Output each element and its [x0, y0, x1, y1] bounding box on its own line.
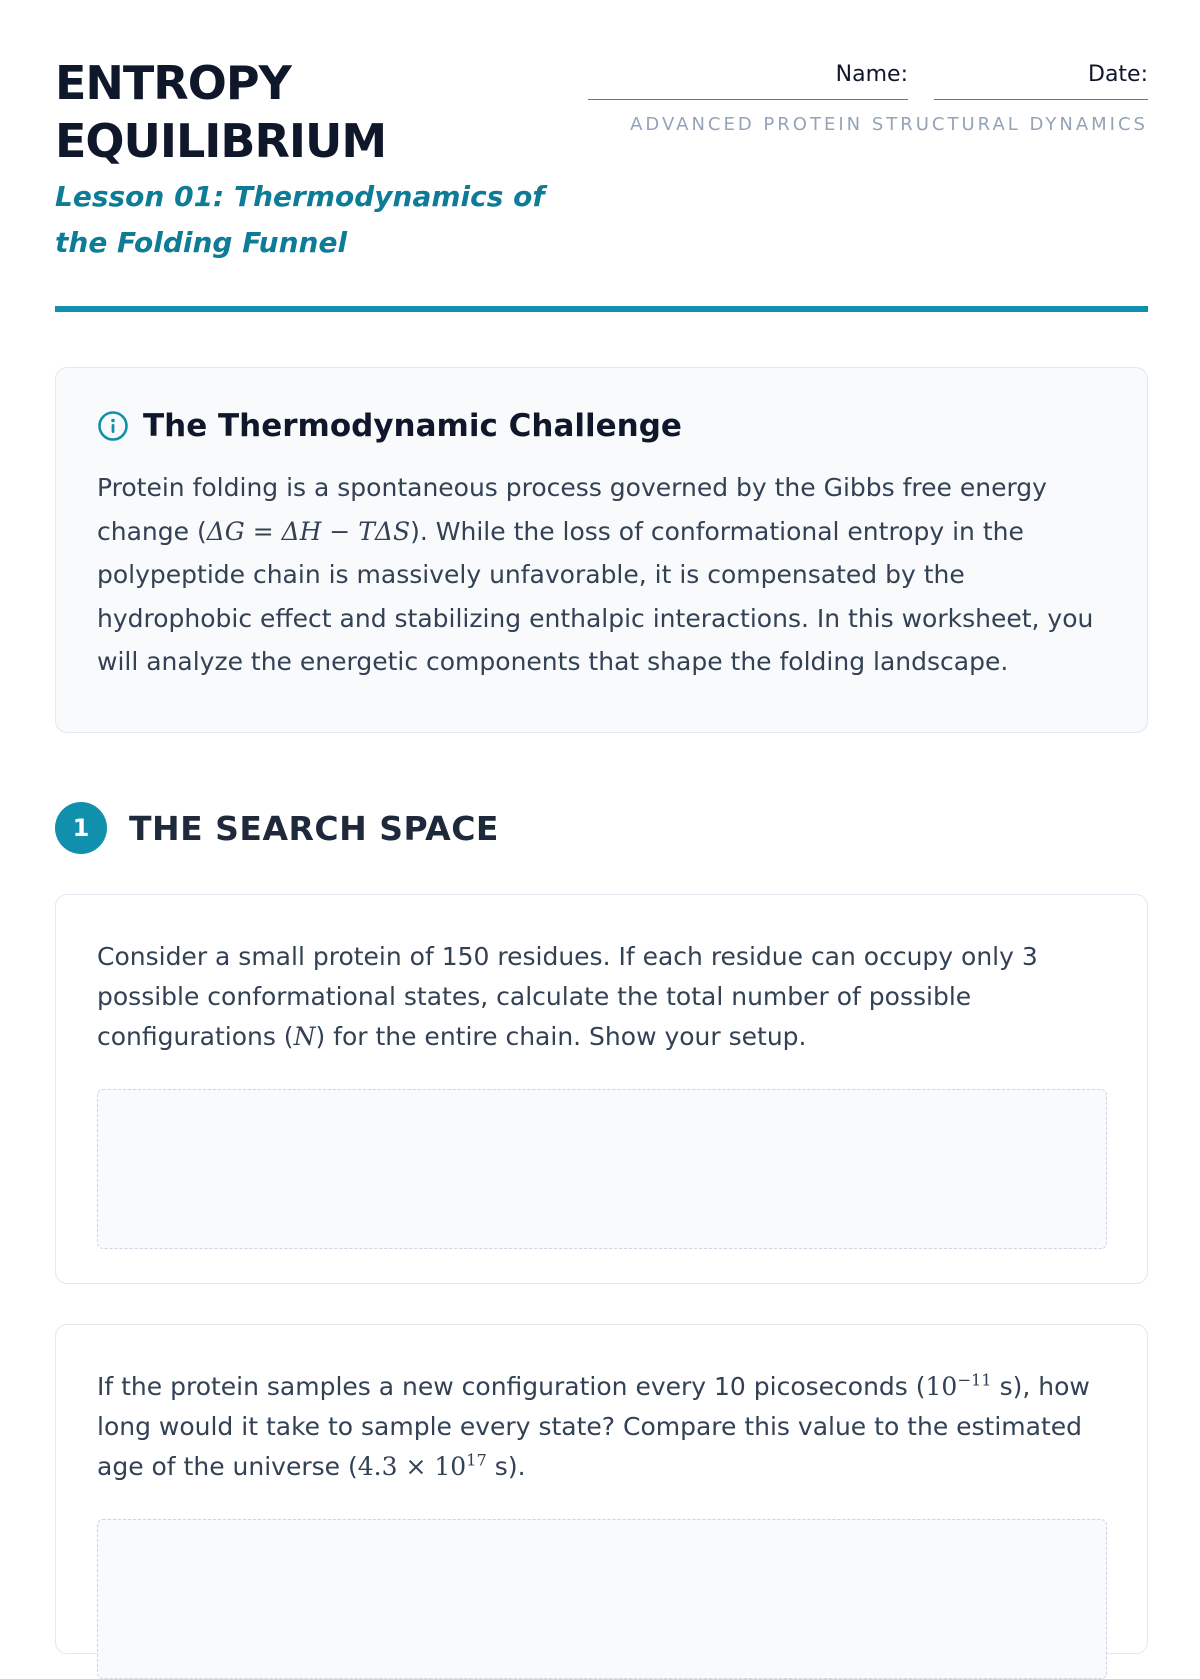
- q1-text-1: Consider a small protein of 150 residues. If each residue can occupy only 3 possible conformational states, calculate the total number of possible configurations (: [97, 942, 1038, 1051]
- callout-title: The Thermodynamic Challenge: [143, 408, 682, 444]
- name-label: Name:: [835, 62, 908, 87]
- header-divider: [55, 306, 1148, 312]
- date-label: Date:: [1088, 62, 1148, 87]
- answer-box-2[interactable]: [97, 1519, 1107, 1679]
- section-number-badge: 1: [55, 802, 107, 854]
- date-field[interactable]: [934, 60, 1148, 100]
- lesson-subtitle: Lesson 01: Thermodynamics of the Folding Funnel: [55, 180, 545, 259]
- course-name: ADVANCED PROTEIN STRUCTURAL DYNAMICS: [630, 114, 1148, 135]
- q2-text-1: If the protein samples a new configuration every 10 picoseconds (: [97, 1372, 926, 1401]
- callout-header: [97, 408, 1107, 444]
- student-fields: [588, 60, 1148, 100]
- title-line-2: EQUILIBRIUM: [55, 114, 387, 168]
- q2-text-3: s).: [486, 1452, 526, 1481]
- callout-text-1: Protein folding is a spontaneous process governed by the Gibbs free energy change (: [97, 473, 1047, 546]
- question-2-text: [97, 1367, 1107, 1487]
- q2-exponent: [926, 1372, 992, 1401]
- callout-body: [97, 466, 1107, 684]
- q2-exp-base: 10: [925, 1372, 958, 1401]
- student-meta: [588, 60, 1148, 135]
- worksheet-header: [55, 0, 1148, 312]
- question-1-text: [97, 937, 1107, 1057]
- page-title: [55, 54, 575, 170]
- question-card-1: [55, 894, 1148, 1284]
- info-icon: [97, 410, 129, 442]
- callout-text-2: ). While the loss of conformational entropy in the polypeptide chain is massively unfavorable, it is compensated by the hydrophobic effect and stabilizing enthalpic interactions. In this worksheet, you will analyze the energetic components that shape the folding landscape.: [97, 516, 1094, 676]
- section-1-header: [55, 802, 499, 854]
- q2-exp-power: −11: [957, 1370, 992, 1390]
- section-title: THE SEARCH SPACE: [129, 808, 499, 848]
- intro-callout: [55, 367, 1148, 733]
- answer-box-1[interactable]: [97, 1089, 1107, 1249]
- gibbs-equation: ΔG = ΔH − TΔS: [206, 516, 411, 546]
- q1-text-2: ) for the entire chain. Show your setup.: [315, 1022, 807, 1051]
- title-line-1: ENTROPY: [55, 56, 291, 110]
- name-field[interactable]: [588, 60, 908, 100]
- question-card-2: [55, 1324, 1148, 1654]
- q2-text-2: s), how long would it take to sample every state? Compare this value to the estimated age of the universe (: [97, 1372, 1090, 1481]
- age-mantissa: 4.3 × 10: [357, 1452, 467, 1481]
- q1-variable: N: [293, 1022, 316, 1051]
- age-power: 17: [466, 1450, 487, 1470]
- universe-age: [358, 1452, 487, 1481]
